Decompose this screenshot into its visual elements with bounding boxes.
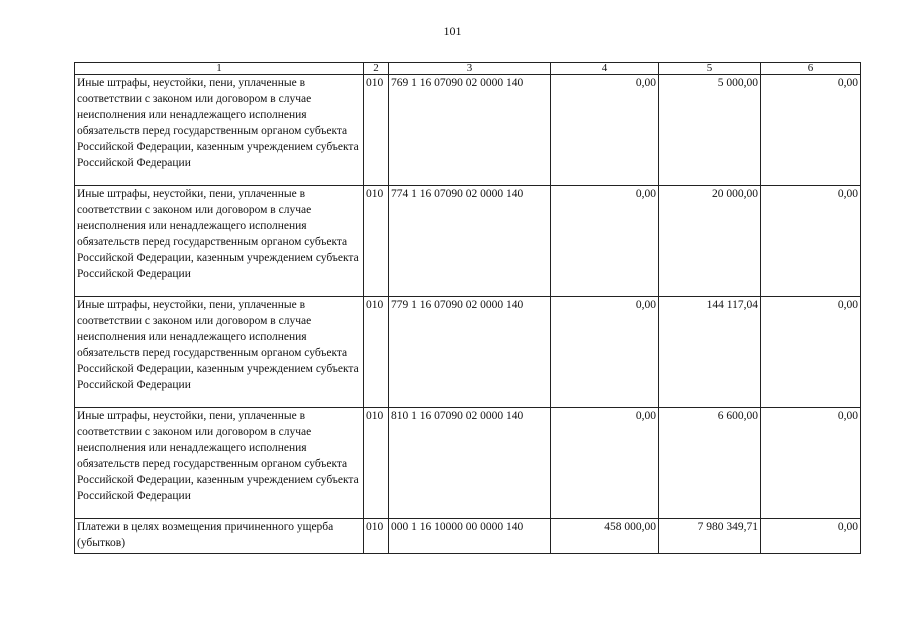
row-name: Платежи в целях возмещения причиненного ущерба (убытков)	[75, 519, 364, 554]
row-col5-value: 20 000,00	[659, 186, 761, 297]
row-col6-value: 0,00	[761, 75, 861, 186]
row-line-code: 010	[364, 519, 389, 554]
row-budget-code: 810 1 16 07090 02 0000 140	[389, 408, 551, 519]
table-row	[75, 75, 861, 186]
row-name: Иные штрафы, неустойки, пени, уплаченные в соответствии с законом или договором в случае неисполнения или ненадлежащего исполнения обязательств перед государственным органом субъекта Российской Федерации, казенным учреждением субъекта Российской Федерации	[75, 186, 364, 297]
row-col6-value: 0,00	[761, 519, 861, 554]
table-row	[75, 186, 861, 297]
row-budget-code: 774 1 16 07090 02 0000 140	[389, 186, 551, 297]
row-col4-value: 0,00	[551, 186, 659, 297]
table-row	[75, 519, 861, 554]
row-line-code: 010	[364, 186, 389, 297]
header-cell-5: 5	[659, 63, 761, 75]
row-budget-code: 779 1 16 07090 02 0000 140	[389, 297, 551, 408]
page-number: 101	[443, 24, 462, 38]
header-cell-3: 3	[389, 63, 551, 75]
row-col6-value: 0,00	[761, 408, 861, 519]
row-col5-value: 5 000,00	[659, 75, 761, 186]
row-col5-value: 144 117,04	[659, 297, 761, 408]
row-col4-value: 458 000,00	[551, 519, 659, 554]
row-col5-value: 7 980 349,71	[659, 519, 761, 554]
header-cell-1: 1	[75, 63, 364, 75]
header-cell-2: 2	[364, 63, 389, 75]
row-name: Иные штрафы, неустойки, пени, уплаченные в соответствии с законом или договором в случае неисполнения или ненадлежащего исполнения обязательств перед государственным органом субъекта Российской Федерации, казенным учреждением субъекта Российской Федерации	[75, 408, 364, 519]
row-col4-value: 0,00	[551, 297, 659, 408]
row-line-code: 010	[364, 75, 389, 186]
row-col6-value: 0,00	[761, 186, 861, 297]
row-col6-value: 0,00	[761, 297, 861, 408]
header-row	[75, 63, 861, 75]
row-line-code: 010	[364, 408, 389, 519]
row-line-code: 010	[364, 297, 389, 408]
row-col5-value: 6 600,00	[659, 408, 761, 519]
row-col4-value: 0,00	[551, 75, 659, 186]
row-budget-code: 000 1 16 10000 00 0000 140	[389, 519, 551, 554]
report-table	[74, 62, 861, 554]
header-cell-4: 4	[551, 63, 659, 75]
row-budget-code: 769 1 16 07090 02 0000 140	[389, 75, 551, 186]
row-name: Иные штрафы, неустойки, пени, уплаченные в соответствии с законом или договором в случае неисполнения или ненадлежащего исполнения обязательств перед государственным органом субъекта Российской Федерации, казенным учреждением субъекта Российской Федерации	[75, 297, 364, 408]
row-col4-value: 0,00	[551, 408, 659, 519]
header-cell-6: 6	[761, 63, 861, 75]
table-row	[75, 297, 861, 408]
table-row	[75, 408, 861, 519]
row-name: Иные штрафы, неустойки, пени, уплаченные в соответствии с законом или договором в случае неисполнения или ненадлежащего исполнения обязательств перед государственным органом субъекта Российской Федерации, казенным учреждением субъекта Российской Федерации	[75, 75, 364, 186]
